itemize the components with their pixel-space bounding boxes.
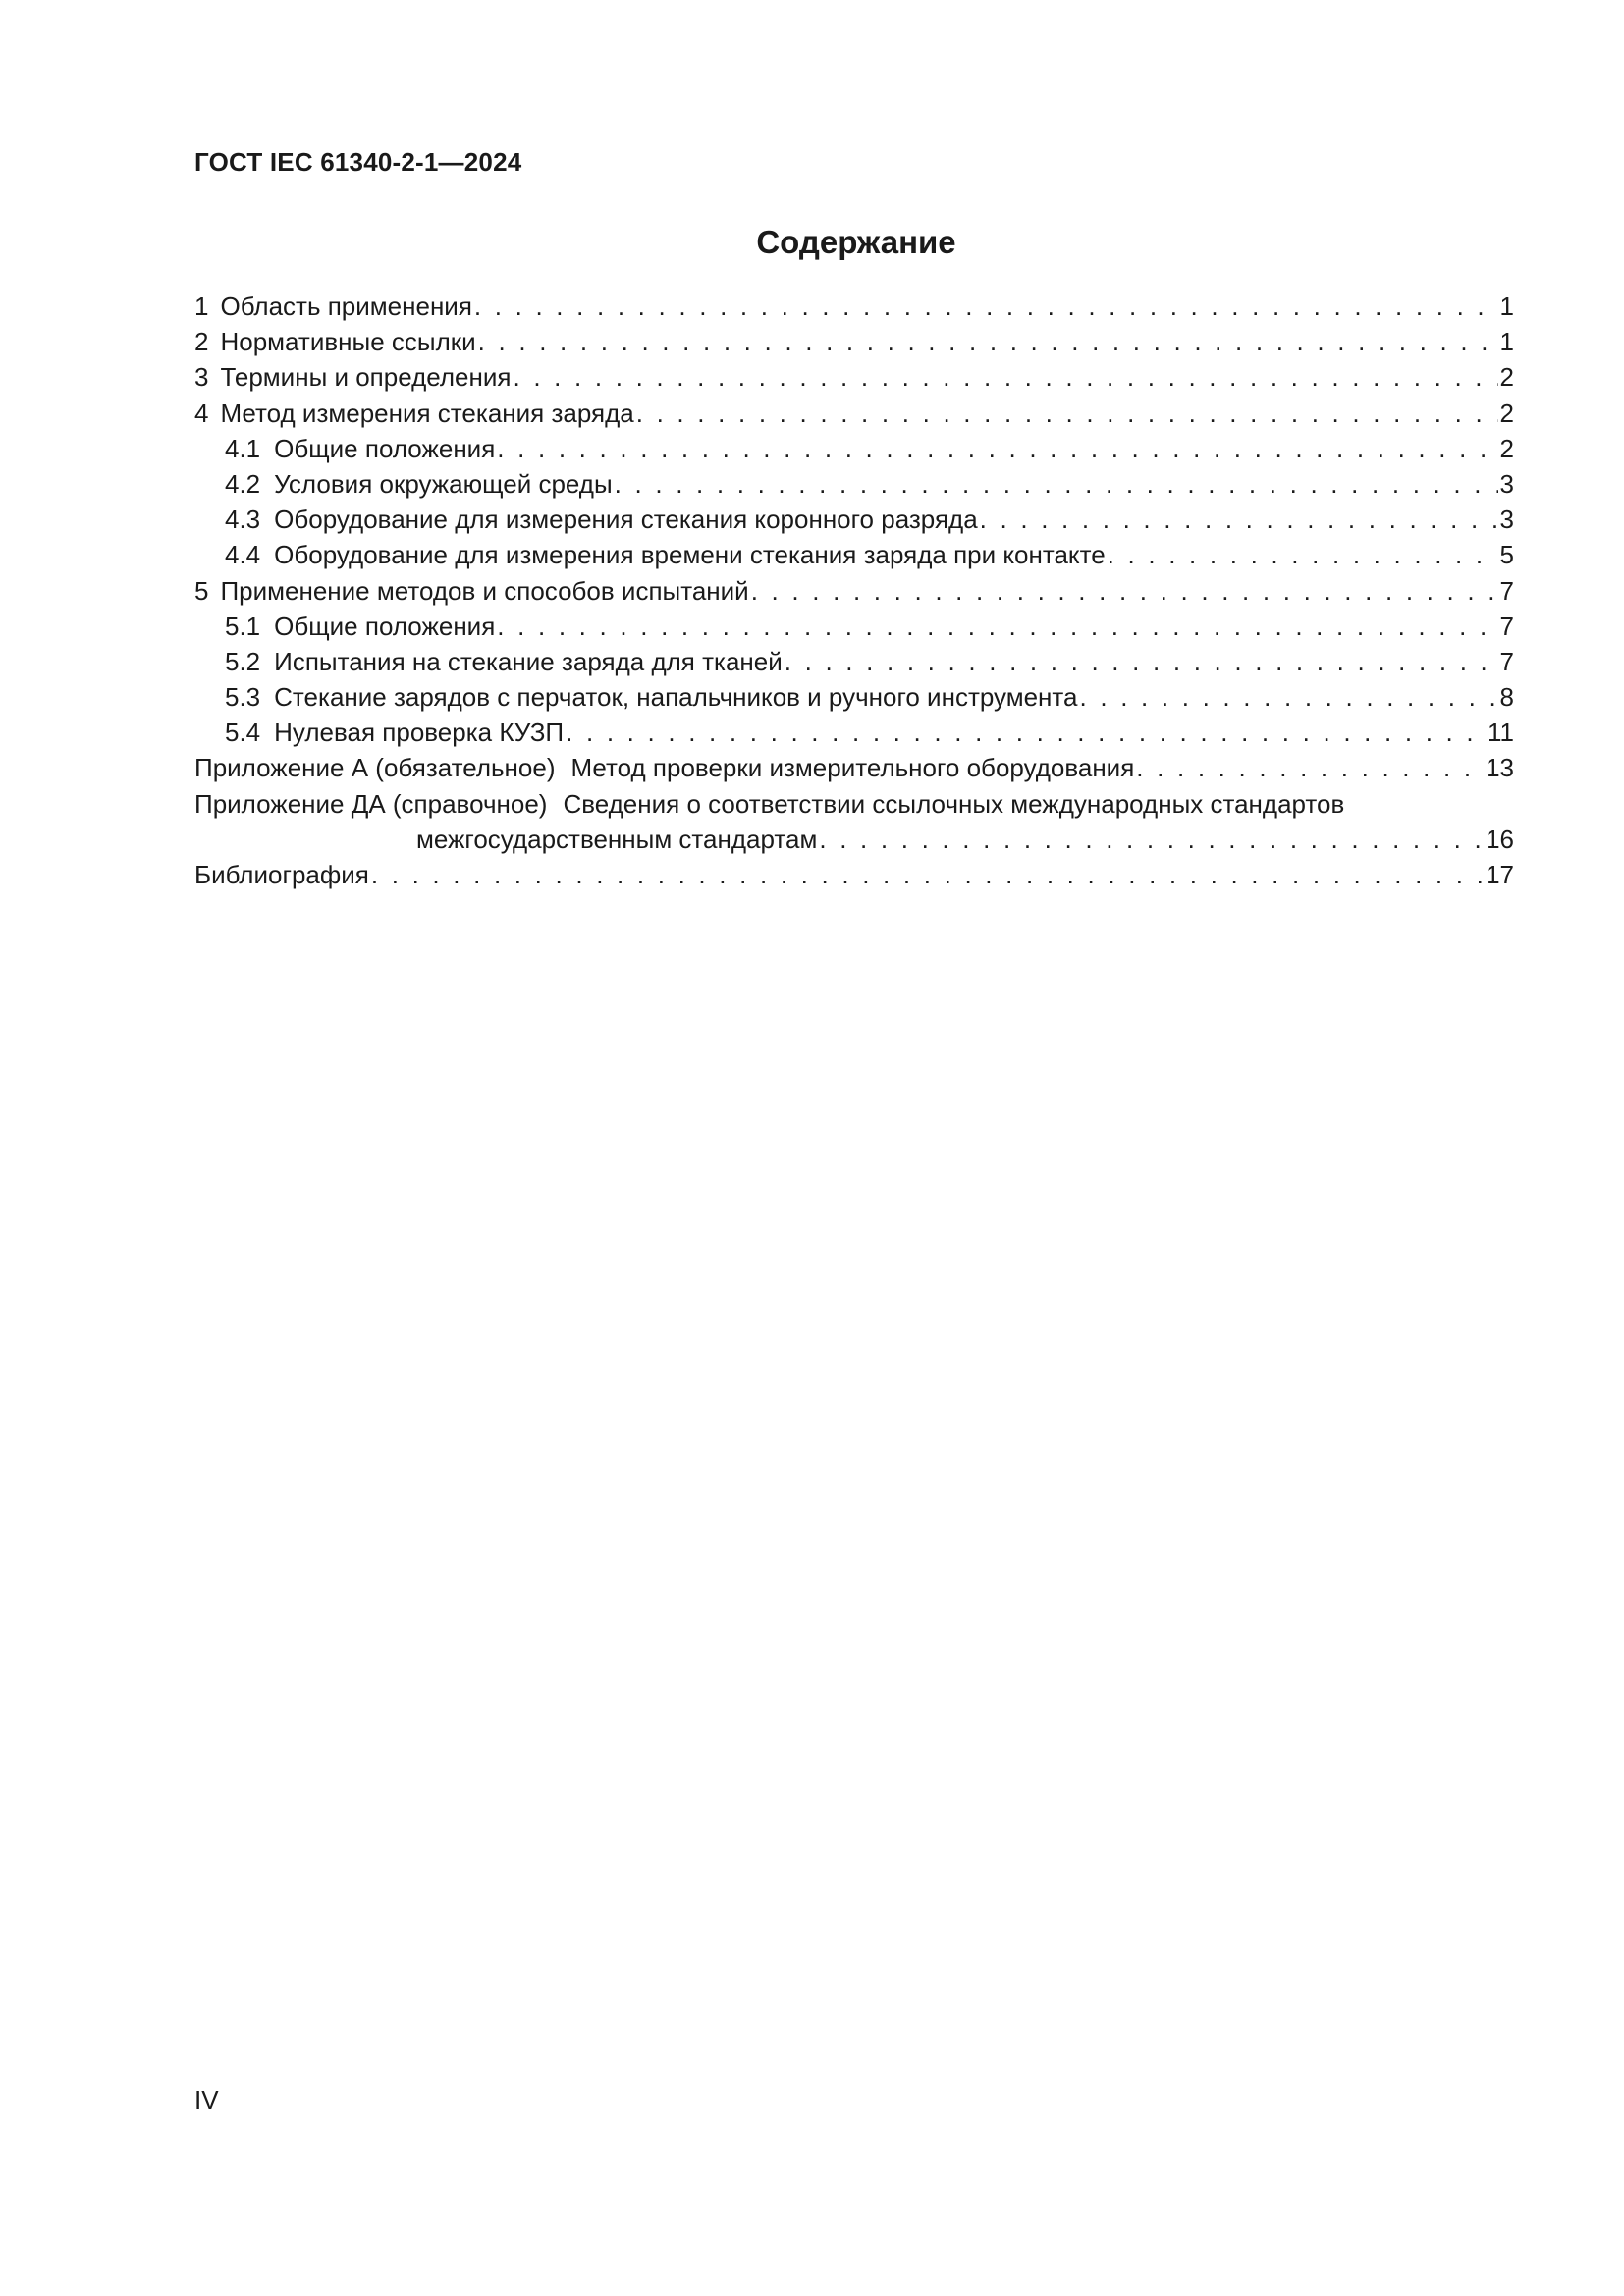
toc-entry-number: 3	[194, 362, 209, 393]
toc-entry-4-2[interactable]	[194, 466, 1514, 502]
toc-entry-number: 5	[194, 575, 209, 606]
toc-entry-page: 7	[1499, 611, 1514, 641]
toc-entry-number: 4.1	[225, 433, 261, 463]
toc-entry-text: Метод измерения стекания заряда	[220, 398, 634, 428]
toc-entry-4-4[interactable]	[194, 537, 1514, 572]
toc-entry-5-3[interactable]	[194, 679, 1514, 715]
toc-entry-number: 4.4	[225, 540, 261, 570]
toc-entry-page: 1	[1499, 292, 1514, 321]
toc-entry-text: Нулевая проверка КУЗП	[274, 718, 565, 748]
toc-entry-text: Нормативные ссылки	[220, 327, 476, 357]
toc-entry-text: Условия окружающей среды	[274, 468, 613, 499]
toc-entry-page: 7	[1499, 575, 1514, 606]
toc-entry-text-line2: межгосударственным стандартам	[416, 824, 818, 854]
toc-entry-5-4[interactable]	[194, 715, 1514, 750]
toc-entry-5-2[interactable]	[194, 644, 1514, 679]
toc-entry-page: 8	[1499, 682, 1514, 713]
toc-entry-number: 5.3	[225, 682, 261, 713]
toc-entry-5[interactable]	[194, 573, 1514, 609]
toc-entry-number: 4.3	[225, 505, 261, 535]
toc-entry-3[interactable]	[194, 359, 1514, 395]
dot-leader	[513, 359, 1497, 395]
dot-leader	[785, 644, 1498, 679]
toc-entry-bibliography[interactable]	[194, 857, 1514, 892]
toc-entry-page: 2	[1499, 362, 1514, 393]
toc-entry-4-1[interactable]	[194, 431, 1514, 466]
toc-entry-4[interactable]	[194, 396, 1514, 431]
toc-entry-page: 3	[1499, 505, 1514, 535]
toc-entry-text: Общие положения	[274, 611, 496, 641]
toc-entry-text: Общие положения	[274, 433, 496, 463]
dot-leader	[615, 466, 1498, 502]
toc-entry-page: 2	[1499, 433, 1514, 463]
toc-entry-page: 5	[1499, 540, 1514, 570]
toc-entry-number: 4.2	[225, 468, 261, 499]
dot-leader	[371, 857, 1484, 892]
toc-entry-number: 1	[194, 292, 209, 321]
dot-leader	[1080, 679, 1498, 715]
table-of-contents	[194, 289, 1514, 892]
dot-leader	[980, 502, 1498, 537]
toc-entry-4-3[interactable]	[194, 502, 1514, 537]
document-code: ГОСТ IEC 61340-2-1—2024	[194, 147, 522, 177]
toc-entry-page: 2	[1499, 398, 1514, 428]
dot-leader	[1108, 537, 1498, 572]
toc-entry-text: Применение методов и способов испытаний	[220, 575, 749, 606]
toc-entry-text: Библиография	[194, 860, 369, 889]
toc-title: Содержание	[756, 224, 956, 260]
toc-entry-page: 1	[1499, 327, 1514, 357]
dot-leader	[819, 822, 1484, 857]
dot-leader	[474, 289, 1498, 324]
dot-leader	[1136, 750, 1484, 785]
dot-leader	[478, 324, 1498, 359]
toc-entry-text: Стекание зарядов с перчаток, напальчников и ручного инструмента	[274, 682, 1078, 713]
toc-entry-text: Оборудование для измерения стекания коронного разряда	[274, 505, 978, 535]
toc-entry-text-line1: Сведения о соответствии ссылочных международных стандартов	[563, 788, 1345, 819]
dot-leader	[751, 573, 1498, 609]
toc-entry-text: Термины и определения	[220, 362, 512, 393]
toc-entry-page: 16	[1486, 824, 1514, 854]
toc-entry-text: Метод проверки измерительного оборудования	[570, 753, 1135, 783]
dot-leader	[497, 609, 1497, 644]
toc-entry-number: 5.1	[225, 611, 261, 641]
toc-entry-number: 2	[194, 327, 209, 357]
toc-entry-text: Оборудование для измерения времени стекания заряда при контакте	[274, 540, 1106, 570]
toc-entry-appendix-da[interactable]	[194, 786, 1514, 822]
toc-entry-text: Область применения	[220, 292, 472, 321]
toc-entry-page: 11	[1488, 718, 1514, 748]
toc-entry-5-1[interactable]	[194, 609, 1514, 644]
toc-entry-number: 5.4	[225, 718, 261, 748]
appendix-label: Приложение А (обязательное)	[194, 753, 556, 783]
toc-entry-appendix-a[interactable]	[194, 750, 1514, 785]
toc-entry-number: 5.2	[225, 646, 261, 676]
toc-entry-page: 13	[1486, 753, 1514, 783]
dot-leader	[636, 396, 1498, 431]
toc-entry-page: 7	[1499, 646, 1514, 676]
toc-entry-page: 3	[1499, 468, 1514, 499]
toc-entry-1[interactable]	[194, 289, 1514, 324]
dot-leader	[497, 431, 1497, 466]
toc-entry-page: 17	[1486, 860, 1514, 889]
toc-entry-appendix-da-continuation[interactable]	[194, 822, 1514, 857]
toc-entry-2[interactable]	[194, 324, 1514, 359]
appendix-label: Приложение ДА (справочное)	[194, 788, 548, 819]
toc-entry-number: 4	[194, 398, 209, 428]
page-number: IV	[194, 2085, 219, 2114]
dot-leader	[566, 715, 1486, 750]
toc-entry-text: Испытания на стекание заряда для тканей	[274, 646, 783, 676]
